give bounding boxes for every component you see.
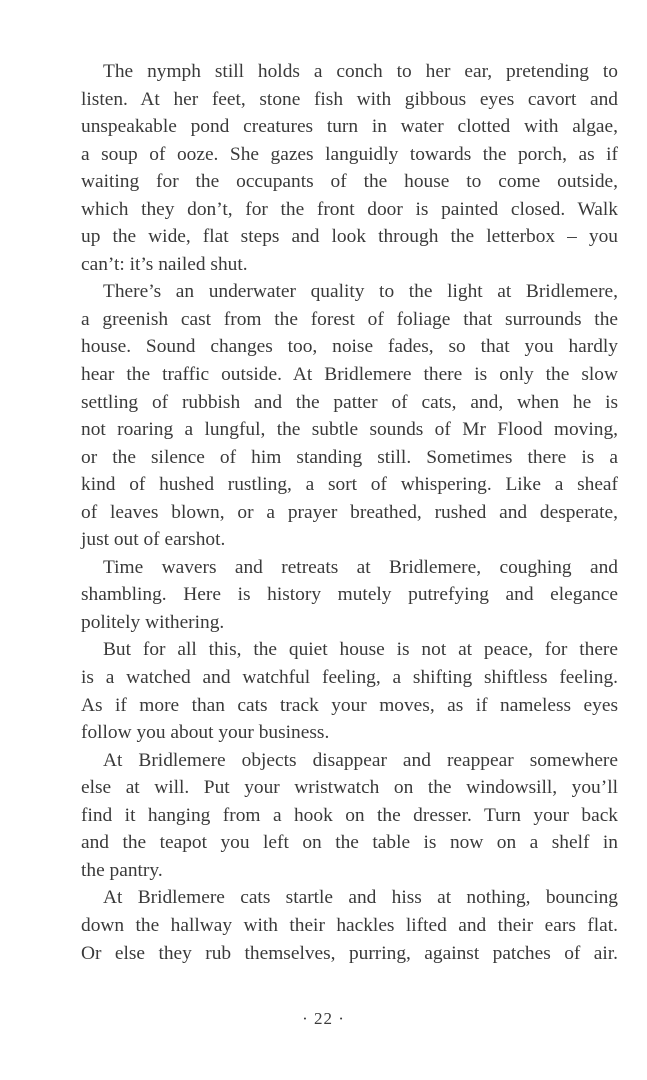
text-line: not roaring a lungful, the subtle sounds of Mr Flood moving, xyxy=(81,419,618,441)
text-line: But for all this, the quiet house is not at peace, for there xyxy=(103,639,618,661)
text-line: is a watched and watchful feeling, a shifting shiftless feeling. xyxy=(81,667,618,689)
text-line: follow you about your business. xyxy=(81,722,330,744)
text-line: of leaves blown, or a prayer breathed, rushed and desperate, xyxy=(81,501,618,523)
text-line: just out of earshot. xyxy=(81,529,226,551)
text-line: unspeakable pond creatures turn in water clotted with algae, xyxy=(81,116,618,138)
paragraph-6 xyxy=(81,884,618,967)
text-line: Time wavers and retreats at Bridlemere, coughing and xyxy=(103,556,618,578)
paragraph-4 xyxy=(81,636,618,746)
paragraph-2 xyxy=(81,278,618,553)
text-line: As if more than cats track your moves, as if nameless eyes xyxy=(81,694,618,716)
text-line: a greenish cast from the forest of foliage that surrounds the xyxy=(81,308,618,330)
page-body xyxy=(81,58,618,967)
text-line: which they don’t, for the front door is painted closed. Walk xyxy=(81,198,618,220)
page-number: · 22 · xyxy=(302,1009,345,1028)
text-line: or the silence of him standing still. Sometimes there is a xyxy=(81,446,618,468)
text-line: kind of hushed rustling, a sort of whispering. Like a sheaf xyxy=(81,474,618,496)
text-line: down the hallway with their hackles lifted and their ears flat. xyxy=(81,914,618,936)
text-line: can’t: it’s nailed shut. xyxy=(81,253,248,275)
text-line: Or else they rub themselves, purring, against patches of air. xyxy=(81,942,618,964)
text-line: find it hanging from a hook on the dresser. Turn your back xyxy=(81,804,618,826)
text-line: house. Sound changes too, noise fades, so that you hardly xyxy=(81,336,618,358)
text-line: else at will. Put your wristwatch on the windowsill, you’ll xyxy=(81,777,618,799)
paragraph-1 xyxy=(81,58,618,278)
text-line: The nymph still holds a conch to her ear, pretending to xyxy=(103,61,618,82)
text-line: hear the traffic outside. At Bridlemere there is only the slow xyxy=(81,364,618,386)
text-line: At Bridlemere objects disappear and reappear somewhere xyxy=(103,749,618,771)
paragraph-5 xyxy=(81,747,618,885)
text-line: There’s an underwater quality to the light at Bridlemere, xyxy=(103,281,618,303)
text-line: listen. At her feet, stone fish with gibbous eyes cavort and xyxy=(81,88,618,110)
text-line: politely withering. xyxy=(81,611,225,633)
text-line: At Bridlemere cats startle and hiss at nothing, bouncing xyxy=(103,887,618,909)
text-line: shambling. Here is history mutely putrefying and elegance xyxy=(81,584,618,606)
text-line: up the wide, flat steps and look through the letterbox – you xyxy=(81,226,618,248)
text-line: and the teapot you left on the table is now on a shelf in xyxy=(81,832,618,854)
text-line: a soup of ooze. She gazes languidly towards the porch, as if xyxy=(81,143,618,165)
text-line: waiting for the occupants of the house to come outside, xyxy=(81,171,618,193)
text-line: the pantry. xyxy=(81,859,163,881)
paragraph-3 xyxy=(81,554,618,637)
text-line: settling of rubbish and the patter of cats, and, when he is xyxy=(81,391,618,413)
